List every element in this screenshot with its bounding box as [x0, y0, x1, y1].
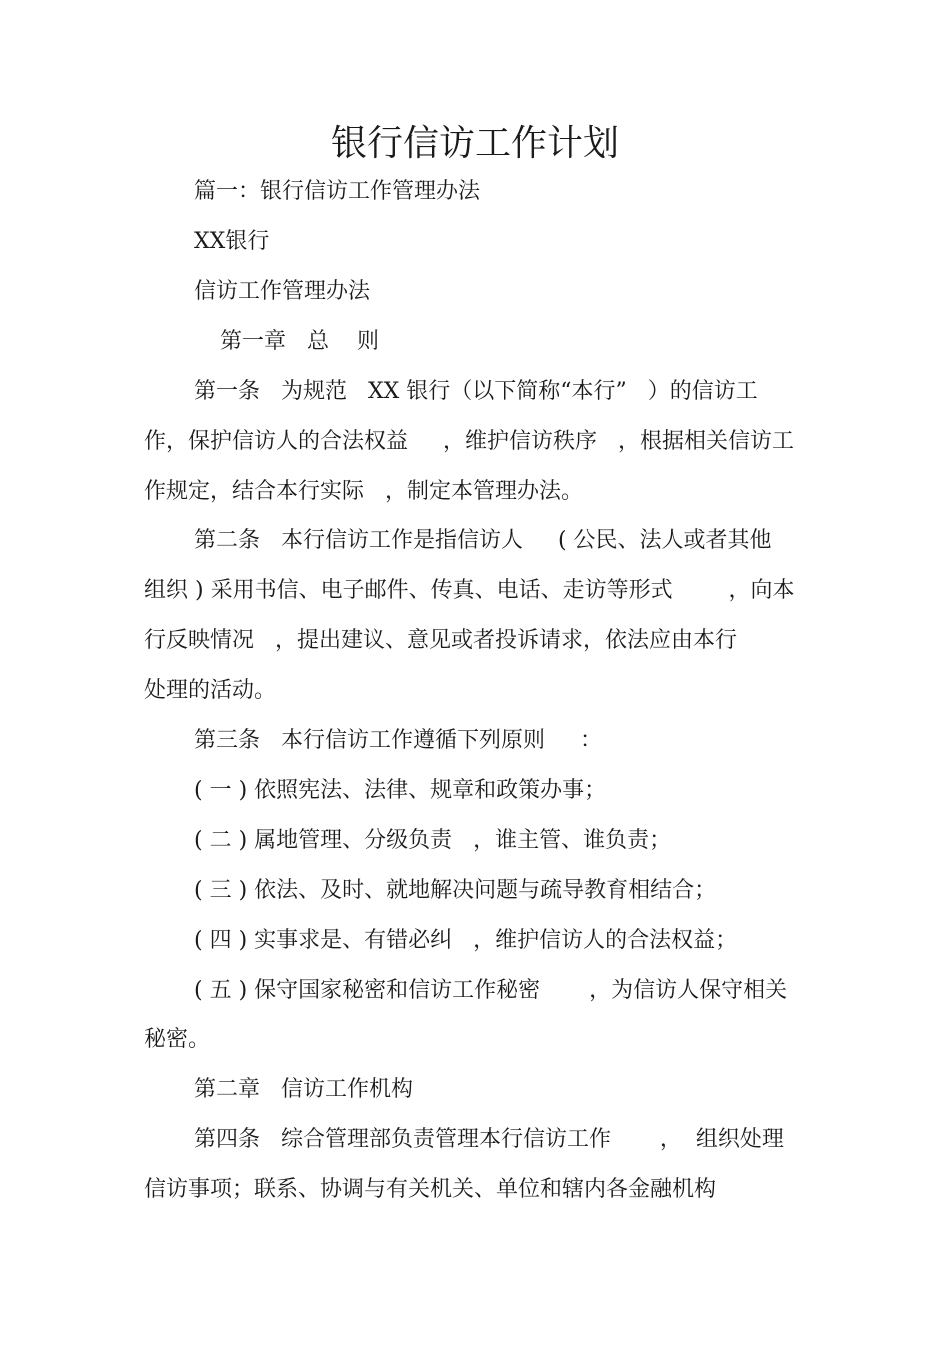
- text-line: 第一条 为规范 XX 银行（以下简称“本行” ）的信访工: [194, 379, 758, 404]
- chapter-heading: 第一章 总 则: [220, 329, 379, 354]
- text-line: 第三条 本行信访工作遵循下列原则 ：: [194, 728, 602, 753]
- text-line: XX银行: [194, 229, 270, 254]
- list-item: ( 四 ) 实事求是、有错必纠 ，维护信访人的合法权益；: [194, 928, 738, 953]
- chapter-heading: 第二章 信访工作机构: [194, 1077, 413, 1102]
- document-title: 银行信访工作计划: [330, 123, 619, 164]
- text-line: 信访事项；联系、协调与有关机关、单位和辖内各金融机构: [144, 1177, 717, 1202]
- text-line: 作，保护信访人的合法权益 ，维护信访秩序 ，根据相关信访工: [144, 429, 794, 454]
- list-item: ( 一 ) 依照宪法、法律、规章和政策办事；: [194, 778, 607, 803]
- list-item: ( 五 ) 保守国家秘密和信访工作秘密 ，为信访人保守相关: [194, 978, 788, 1003]
- text-line: 第四条 综合管理部负责管理本行信访工作 ， 组织处理: [194, 1127, 784, 1152]
- text-line: 组织 ) 采用书信、电子邮件、传真、电话、走访等形式 ，向本: [144, 578, 795, 603]
- list-item: ( 二 ) 属地管理、分级负责 ，谁主管、谁负责；: [194, 828, 672, 853]
- text-line: 篇一：银行信访工作管理办法: [194, 179, 481, 204]
- text-line: 处理的活动。: [144, 678, 277, 703]
- text-line: 行反映情况 ，提出建议、意见或者投诉请求，依法应由本行: [144, 628, 737, 653]
- list-item: ( 三 ) 依法、及时、就地解决问题与疏导教育相结合；: [194, 878, 717, 903]
- text-line: 作规定，结合本行实际 ，制定本管理办法。: [144, 479, 583, 504]
- text-line: 第二条 本行信访工作是指信访人 ( 公民、法人或者其他: [194, 528, 772, 553]
- text-line: 秘密。: [144, 1027, 211, 1052]
- text-line: 信访工作管理办法: [194, 279, 371, 304]
